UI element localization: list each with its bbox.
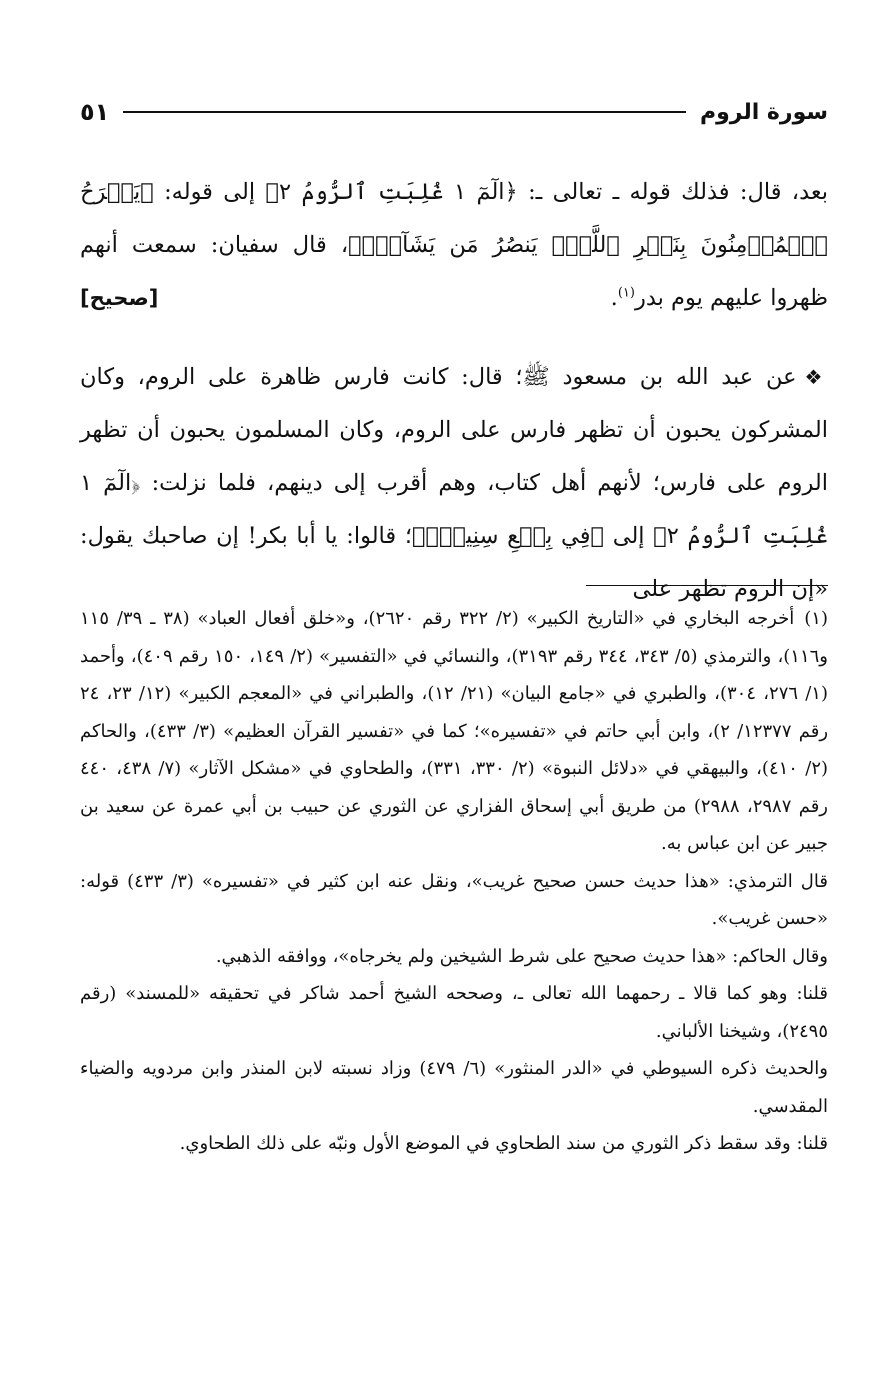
footnotes (80, 600, 828, 1163)
footnote-paragraph: قلنا: وقد سقط ذكر الثوري من سند الطحاوي في الموضع الأول ونبّه على ذلك الطحاوي. (179, 1133, 828, 1154)
paragraph-1-end: . (610, 285, 618, 311)
footnote-reference: (١) (617, 285, 635, 301)
header-rule (123, 111, 686, 113)
footnote-number: (١) (804, 608, 828, 629)
paragraph-2-text: عن عبد الله بن مسعود ﷺ؛ قال: كانت فارس ظاهرة على الروم، وكان المشركون يحبون أن تظهر فارس على الروم، وكان المسلمون يحبون أن تظهر الروم على فارس؛ لأنهم أهل كتاب، وهم أقرب إلى دينهم، فلما نزلت: ﴿الٓمٓ ١ غُلِبَتِ ٱلرُّومُ ٢﴾ إلى ﴿فِي بِضۡعِ سِنِينَۗ﴾؛ قالوا: يا أبا بكر! إن صاحبك يقول: «إن الروم تظهر على (80, 364, 829, 602)
footnote-1 (80, 600, 828, 863)
diamond-marker-icon: ❖ (804, 365, 828, 389)
footnote-paragraph: والحديث ذكره السيوطي في «الدر المنثور» (٦/ ٤٧٩) وزاد نسبته لابن المنذر وابن مردويه والضياء المقدسي. (80, 1058, 828, 1117)
page-header (80, 92, 828, 132)
page-number: ٥١ (80, 98, 110, 126)
footnote-1-text: أخرجه البخاري في «التاريخ الكبير» (٢/ ٣٢٢ رقم ٢٦٢٠)، و«خلق أفعال العباد» (٣٨ ـ ٣٩/ ١١٥ و١١٦)، والترمذي (٥/ ٣٤٣، ٣٤٤ رقم ٣١٩٣)، والنسائي في «التفسير» (٢/ ١٤٩، ١٥٠ رقم ٤٠٩)، وأحمد (١/ ٢٧٦، ٣٠٤)، والطبري في «جامع البيان» (٢١/ ١٢)، والطبراني في «المعجم الكبير» (١٢/ ٢٣، ٢٤ رقم ١٢٣٧٧/ ٢)، وابن أبي حاتم في «تفسيره»؛ كما في «تفسير القرآن العظيم» (٣/ ٤٣٣)، والحاكم (٢/ ٤١٠)، والبيهقي في «دلائل النبوة» (٢/ ٣٣٠، ٣٣١)، والطحاوي في «مشكل الآثار» (٧/ ٤٣٨، ٤٤٠ رقم ٢٩٨٧، ٢٩٨٨) من طريق أبي إسحاق الفزاري عن الثوري عن حبيب بن أبي عمرة عن سعيد بن جبير عن ابن عباس به. (80, 608, 829, 854)
main-text (80, 166, 828, 616)
paragraph-1-text: بعد، قال: فذلك قوله ـ تعالى ـ: ﴿الٓمٓ ١ غُلِبَتِ ٱلرُّومُ ٢﴾ إلى قوله: ﴿يَفۡرَحُ ٱلۡمُؤۡمِنُونَ بِنَصۡرِ ٱللَّهِۚ يَنصُرُ مَن يَشَآءُۖ﴾، قال سفيان: سمعت أنهم ظهروا عليهم يوم بدر (80, 179, 828, 311)
footnote-paragraph: قلنا: وهو كما قالا ـ رحمهما الله تعالى ـ، وصححه الشيخ أحمد شاكر في تحقيقه «للمسند» (رقم ٢٤٩٥)، وشيخنا الألباني. (80, 983, 828, 1042)
surah-title: سورة الروم (699, 99, 828, 125)
footnote-separator (586, 585, 828, 586)
paragraph-2 (80, 351, 828, 616)
hadith-verdict: [صحيح] (80, 286, 159, 310)
footnote-paragraph: قال الترمذي: «هذا حديث حسن صحيح غريب»، ونقل عنه ابن كثير في «تفسيره» (٣/ ٤٣٣) قوله: «حسن غريب». (80, 870, 828, 929)
footnote-paragraph: وقال الحاكم: «هذا حديث صحيح على شرط الشيخين ولم يخرجاه»، ووافقه الذهبي. (215, 945, 828, 967)
paragraph-1 (80, 166, 828, 325)
